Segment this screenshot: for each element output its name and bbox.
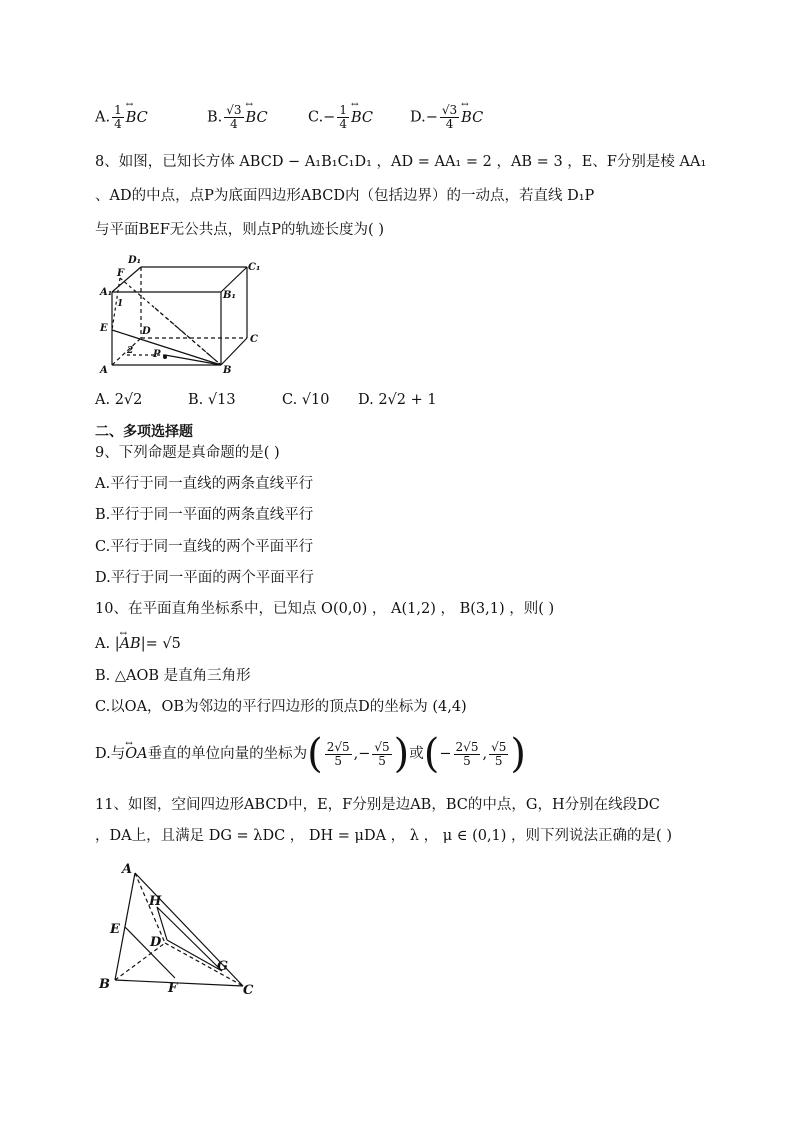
label-c: C — [250, 334, 258, 345]
label-d1: D₁ — [128, 255, 142, 266]
label-f: F — [117, 268, 125, 279]
q8-stem-line1: 8、如图，已知长方体 ABCD − A₁B₁C₁D₁ ，AD = AA₁ = 2 ，AB = 3 ，E、F分别是棱 AA₁ — [95, 154, 707, 170]
label-d: D — [150, 935, 162, 950]
q8-option-a: A. 2√2 — [95, 392, 143, 408]
q10-stem: 10、在平面直角坐标系中，已知点 O(0,0) ， A(1,2) ， B(3,1) ，则( ) — [95, 601, 555, 617]
q7-option-d: D.− $\frac{√3}{4}$ ↔ BC — [410, 104, 483, 131]
q9-stem: 9、下列命题是真命题的是( ) — [95, 445, 280, 461]
q10-option-a: A. |↔ AB|= √5 — [95, 634, 181, 654]
q11-stem-line1: 11、如图，空间四边形ABCD中，E，F分别是边AB，BC的中点，G，H分别在线段DC — [95, 797, 660, 813]
q8-stem-line2: 、AD的中点，点P为底面四边形ABCD内（包括边界）的一动点，若直线 D₁P — [95, 188, 595, 204]
q8-cuboid-figure — [95, 250, 275, 380]
label-c: C — [243, 983, 254, 998]
q10-option-b: B. △AOB 是直角三角形 — [95, 668, 251, 684]
label-mark-2: 2 — [127, 346, 134, 356]
label-d: D — [142, 326, 151, 337]
q7-option-b: B. $\frac{√3}{4}$ ↔ BC — [207, 104, 268, 131]
label-a: A — [100, 365, 108, 376]
label-mark-1: 1 — [117, 299, 124, 309]
q7-option-c: C.− $\frac{1}{4}$ ↔ BC — [308, 104, 373, 131]
label-b: B — [223, 365, 232, 376]
q11-stem-line2: ，DA上，且满足 DG = λDC ， DH = μDA ， λ ， μ ∈ (0,1) ，则下列说法正确的是( ) — [95, 828, 672, 844]
label-a: A — [122, 862, 133, 877]
q9-option-c: C.平行于同一直线的两个平面平行 — [95, 539, 314, 555]
q8-stem-line3: 与平面BEF无公共点，则点P的轨迹长度为( ) — [95, 222, 384, 238]
label-c1: C₁ — [248, 262, 261, 273]
label-h: H — [149, 894, 162, 909]
q8-option-b: B. √13 — [188, 392, 236, 408]
q10-option-d: D.与↔ OA垂直的单位向量的坐标为( $\frac{2√5}{5}$ ,− $\frac{√5}{5}$ )或(− $\frac{2√5}{5}$ , $\frac{√5}{5}$ ) — [95, 734, 526, 774]
label-a1: A₁ — [100, 287, 113, 298]
label-p: P — [153, 349, 161, 360]
q9-option-b: B.平行于同一平面的两条直线平行 — [95, 507, 314, 523]
q7-option-a: A. $\frac{1}{4}$ ↔ BC — [95, 104, 148, 131]
label-b: B — [99, 977, 110, 992]
q9-option-a: A.平行于同一直线的两条直线平行 — [95, 476, 314, 492]
label-e: E — [110, 922, 120, 937]
q11-tetrahedron-figure — [95, 855, 265, 1000]
q10-option-c: C.以OA，OB为邻边的平行四边形的顶点D的坐标为 (4,4) — [95, 699, 467, 715]
q8-option-c: C. √10 — [282, 392, 330, 408]
q8-option-d: D. 2√2 + 1 — [358, 392, 437, 408]
label-g: G — [217, 959, 229, 974]
label-e: E — [100, 323, 108, 334]
label-b1: B₁ — [223, 290, 236, 301]
section-title: 二、多项选择题 — [95, 424, 193, 440]
label-f: F — [168, 981, 178, 996]
q9-option-d: D.平行于同一平面的两个平面平行 — [95, 570, 314, 586]
